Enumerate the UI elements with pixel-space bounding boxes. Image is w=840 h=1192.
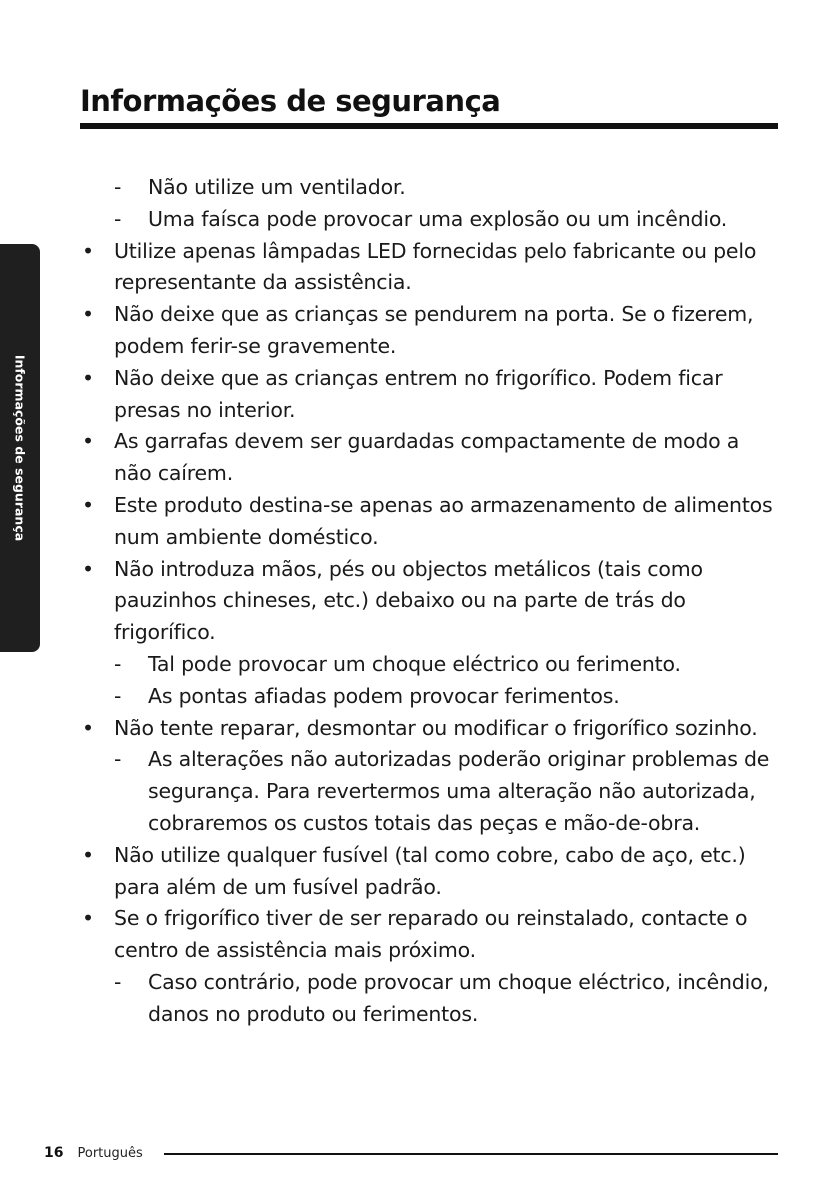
bullet-marker: • bbox=[82, 238, 94, 263]
bullet-marker: • bbox=[82, 492, 94, 517]
list-item-text: Este produto destina-se apenas ao armazenamento de alimentos num ambiente doméstico. bbox=[114, 492, 773, 549]
page-title: Informações de segurança bbox=[80, 84, 501, 118]
side-tab-label: Informações de segurança bbox=[12, 354, 28, 542]
bullet-marker: • bbox=[82, 715, 94, 740]
title-divider bbox=[80, 123, 778, 129]
list-item-text: Não deixe que as crianças entrem no frigorífico. Podem ficar presas no interior. bbox=[114, 365, 723, 422]
page-footer bbox=[44, 1142, 143, 1164]
dash-marker: - bbox=[114, 206, 122, 231]
safety-list bbox=[80, 172, 780, 1031]
bullet-marker: • bbox=[82, 429, 94, 454]
bullet-marker: • bbox=[82, 302, 94, 327]
page-number: 16 bbox=[44, 1145, 64, 1161]
list-item-text: Não introduza mãos, pés ou objectos metálicos (tais como pauzinhos chineses, etc.) debaixo ou na parte de trás do frigorífico. bbox=[114, 556, 703, 645]
bullet-marker: • bbox=[82, 556, 94, 581]
list-item-text: Se o frigorífico tiver de ser reparado ou reinstalado, contacte o centro de assistência mais próximo. bbox=[114, 906, 748, 963]
list-item bbox=[80, 903, 780, 967]
sub-item bbox=[80, 681, 780, 713]
sub-item-text: As alterações não autorizadas poderão originar problemas de segurança. Para revertermos uma alteração não autorizada, cobraremos os custos totais das peças e mão-de-obra. bbox=[148, 747, 770, 835]
sub-item-text: Tal pode provocar um choque eléctrico ou ferimento. bbox=[148, 651, 681, 676]
sub-item bbox=[80, 204, 780, 236]
dash-marker: - bbox=[114, 683, 122, 708]
list-item-text: Não tente reparar, desmontar ou modificar o frigorífico sozinho. bbox=[114, 715, 758, 740]
footer-language: Português bbox=[77, 1145, 143, 1161]
dash-marker: - bbox=[114, 651, 122, 676]
list-item-text: Não deixe que as crianças se pendurem na porta. Se o fizerem, podem ferir-se gravemente. bbox=[114, 302, 754, 358]
bullet-marker: • bbox=[82, 365, 94, 390]
list-item bbox=[80, 363, 780, 427]
sub-item bbox=[80, 649, 780, 681]
list-item bbox=[80, 490, 780, 554]
sub-item-text: As pontas afiadas podem provocar ferimentos. bbox=[148, 683, 620, 708]
sub-item-text: Não utilize um ventilador. bbox=[148, 175, 406, 199]
list-item bbox=[80, 554, 780, 649]
list-item-text: Utilize apenas lâmpadas LED fornecidas pelo fabricante ou pelo representante da assistência. bbox=[114, 238, 757, 295]
dash-marker: - bbox=[114, 969, 122, 994]
list-item-text: Não utilize qualquer fusível (tal como cobre, cabo de aço, etc.) para além de um fusível padrão. bbox=[114, 842, 746, 899]
sub-item-text: Uma faísca pode provocar uma explosão ou um incêndio. bbox=[148, 206, 728, 231]
sub-item bbox=[80, 172, 780, 204]
sub-item bbox=[80, 744, 780, 839]
list-item-text: As garrafas devem ser guardadas compactamente de modo a não caírem. bbox=[114, 429, 740, 486]
sub-item bbox=[80, 967, 780, 1031]
bullet-marker: • bbox=[82, 906, 94, 931]
list-item bbox=[80, 426, 780, 490]
dash-marker: - bbox=[114, 747, 122, 772]
list-item bbox=[80, 840, 780, 904]
list-item bbox=[80, 299, 780, 363]
sub-item-text: Caso contrário, pode provocar um choque eléctrico, incêndio, danos no produto ou ferimentos. bbox=[148, 969, 769, 1026]
bullet-marker: • bbox=[82, 842, 94, 867]
list-item bbox=[80, 713, 780, 745]
footer-divider bbox=[164, 1153, 778, 1155]
list-item bbox=[80, 236, 780, 300]
dash-marker: - bbox=[114, 175, 122, 199]
